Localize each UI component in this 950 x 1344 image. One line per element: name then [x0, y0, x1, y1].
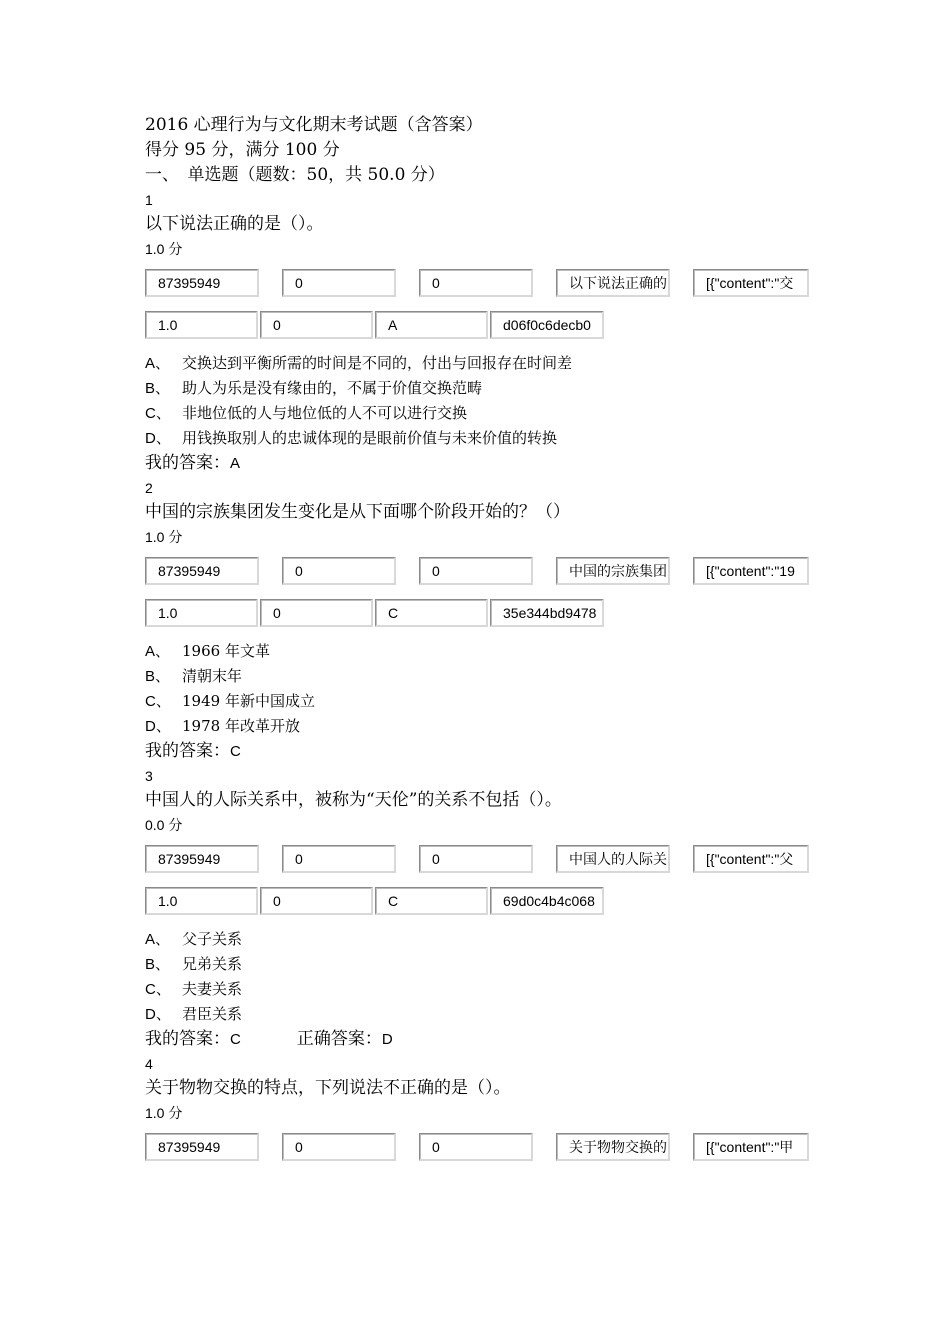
document-page	[145, 113, 825, 1175]
score-summary: 得分 95 分，满分 100 分	[145, 140, 340, 160]
text-field[interactable]: 0	[419, 1133, 533, 1161]
option-text: 1966 年文革	[182, 642, 270, 660]
option-item	[145, 639, 825, 664]
text-field[interactable]: 中国的宗族集团	[556, 557, 670, 585]
text-field[interactable]: 1.0	[145, 311, 258, 339]
text-field[interactable]: 关于物物交换的	[556, 1133, 670, 1161]
text-field[interactable]: 0	[260, 311, 373, 339]
section-heading: 一、 单选题（题数：50，共 50.0 分）	[145, 165, 445, 185]
option-key: A、	[145, 643, 171, 660]
question-number: 1	[145, 192, 153, 208]
question-text: 以下说法正确的是（）。	[145, 214, 324, 234]
correct-answer-label: 正确答案：	[296, 1029, 382, 1049]
text-field[interactable]: [{"content":"交	[693, 269, 809, 297]
option-item	[145, 426, 825, 451]
option-item	[145, 376, 825, 401]
text-field[interactable]: 0	[260, 887, 373, 915]
question-block	[145, 764, 825, 1052]
option-key: A、	[145, 931, 171, 948]
text-field[interactable]: 1.0	[145, 599, 258, 627]
text-field[interactable]: 0	[260, 599, 373, 627]
text-field[interactable]: [{"content":"甲	[693, 1133, 809, 1161]
text-field[interactable]: 0	[282, 1133, 396, 1161]
option-item	[145, 952, 825, 977]
question-block	[145, 1052, 825, 1163]
option-item	[145, 401, 825, 426]
question-points: 1.0 分	[145, 241, 183, 257]
option-key: C、	[145, 693, 171, 710]
field-row	[145, 269, 825, 299]
answer-line	[145, 1027, 825, 1052]
question-text: 关于物物交换的特点，下列说法不正确的是（）。	[145, 1078, 511, 1098]
option-text: 用钱换取别人的忠诚体现的是眼前价值与未来价值的转换	[182, 429, 558, 447]
option-text: 1949 年新中国成立	[182, 692, 315, 710]
field-row	[145, 887, 825, 917]
question-points: 1.0 分	[145, 529, 183, 545]
text-field[interactable]: 0	[419, 269, 533, 297]
question-text: 中国的宗族集团发生变化是从下面哪个阶段开始的？（）	[145, 502, 570, 522]
option-text: 君臣关系	[182, 1005, 243, 1023]
text-field[interactable]: 0	[419, 845, 533, 873]
option-key: D、	[145, 1006, 171, 1023]
option-key: B、	[145, 668, 171, 685]
option-text: 1978 年改革开放	[182, 717, 300, 735]
text-field[interactable]: [{"content":"19	[693, 557, 809, 585]
my-answer-label: 我的答案：	[145, 741, 230, 761]
text-field[interactable]: 中国人的人际关	[556, 845, 670, 873]
question-number: 3	[145, 768, 153, 784]
text-field[interactable]: 87395949	[145, 845, 259, 873]
option-item	[145, 927, 825, 952]
text-field[interactable]: 87395949	[145, 557, 259, 585]
answer-line	[145, 451, 825, 476]
option-item	[145, 714, 825, 739]
my-answer-value: A	[230, 455, 241, 472]
text-field[interactable]: C	[375, 887, 488, 915]
option-text: 交换达到平衡所需的时间是不同的，付出与回报存在时间差	[182, 354, 573, 372]
question-number: 4	[145, 1056, 153, 1072]
text-field[interactable]: 0	[282, 557, 396, 585]
my-answer-label: 我的答案：	[145, 453, 230, 473]
option-key: D、	[145, 430, 171, 447]
field-row	[145, 1133, 825, 1163]
option-item	[145, 664, 825, 689]
question-text: 中国人的人际关系中，被称为“天伦”的关系不包括（）。	[145, 790, 562, 810]
text-field[interactable]: 0	[282, 845, 396, 873]
option-text: 夫妻关系	[182, 980, 243, 998]
text-field[interactable]: 0	[282, 269, 396, 297]
option-item	[145, 689, 825, 714]
question-number: 2	[145, 480, 153, 496]
text-field[interactable]: 35e344bd9478	[490, 599, 604, 627]
text-field[interactable]: 1.0	[145, 887, 258, 915]
text-field[interactable]: d06f0c6decb0	[490, 311, 604, 339]
option-text: 清朝末年	[182, 667, 243, 685]
question-points: 1.0 分	[145, 1105, 183, 1121]
question-block	[145, 476, 825, 764]
field-row	[145, 311, 825, 341]
option-key: A、	[145, 355, 171, 372]
text-field[interactable]: 87395949	[145, 269, 259, 297]
option-key: B、	[145, 956, 171, 973]
text-field[interactable]: 0	[419, 557, 533, 585]
answer-line	[145, 739, 825, 764]
text-field[interactable]: 以下说法正确的	[556, 269, 670, 297]
my-answer-value: C	[230, 1031, 241, 1048]
option-key: C、	[145, 981, 171, 998]
option-item	[145, 977, 825, 1002]
option-key: D、	[145, 718, 171, 735]
option-text: 兄弟关系	[182, 955, 243, 973]
document-title: 2016 心理行为与文化期末考试题（含答案）	[145, 115, 483, 135]
option-item	[145, 1002, 825, 1027]
text-field[interactable]: A	[375, 311, 488, 339]
option-key: B、	[145, 380, 171, 397]
text-field[interactable]: 87395949	[145, 1133, 259, 1161]
field-row	[145, 599, 825, 629]
option-item	[145, 351, 825, 376]
option-key: C、	[145, 405, 171, 422]
my-answer-value: C	[230, 743, 241, 760]
text-field[interactable]: 69d0c4b4c068	[490, 887, 604, 915]
option-text: 非地位低的人与地位低的人不可以进行交换	[182, 404, 468, 422]
question-block	[145, 188, 825, 476]
field-row	[145, 557, 825, 587]
question-points: 0.0 分	[145, 817, 183, 833]
option-text: 助人为乐是没有缘由的，不属于价值交换范畴	[182, 379, 483, 397]
text-field[interactable]: [{"content":"父	[693, 845, 809, 873]
my-answer-label: 我的答案：	[145, 1029, 230, 1049]
option-text: 父子关系	[182, 930, 243, 948]
text-field[interactable]: C	[375, 599, 488, 627]
field-row	[145, 845, 825, 875]
correct-answer-value: D	[381, 1031, 393, 1048]
